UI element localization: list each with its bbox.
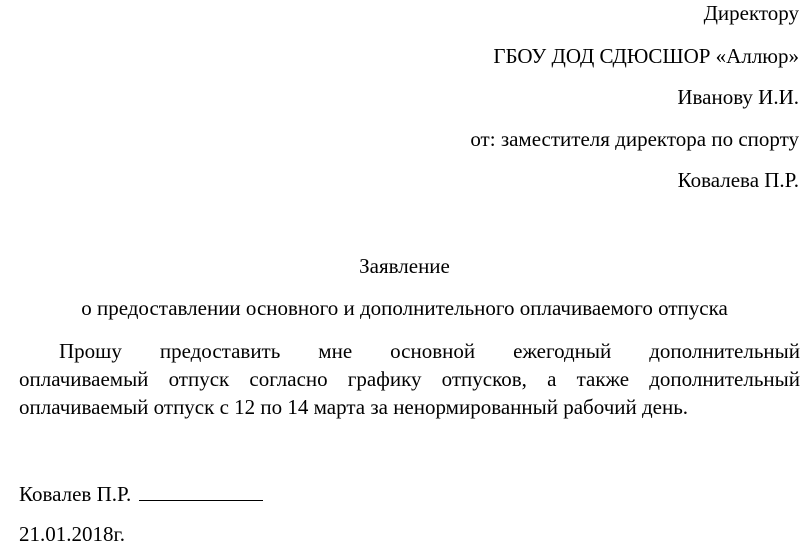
document-subtitle: о предоставлении основного и дополнительного оплачиваемого отпуска [81,296,728,320]
request-text-line-2: оплачиваемый отпуск согласно графику отпусков, а также дополнительный [19,367,800,391]
addressee-title: Директору [703,1,799,25]
signature-block [19,480,263,507]
request-text [19,337,800,421]
sender-name: Ковалева П.Р. [677,168,799,192]
sender-position: от: заместителя директора по спорту [470,127,799,151]
director-name: Иванову И.И. [677,85,799,109]
request-text-line-1: Прошу предоставить мне основной ежегодный дополнительный [59,339,800,363]
signature-line [139,480,263,501]
document-title: Заявление [359,254,450,278]
request-text-line-3: оплачиваемый отпуск с 12 по 14 марта за ненормированный рабочий день. [19,395,689,419]
application-date: 21.01.2018г. [19,522,125,546]
organization-name: ГБОУ ДОД СДЮСШОР «Аллюр» [493,44,799,68]
signer-name: Ковалев П.Р. [19,482,132,506]
